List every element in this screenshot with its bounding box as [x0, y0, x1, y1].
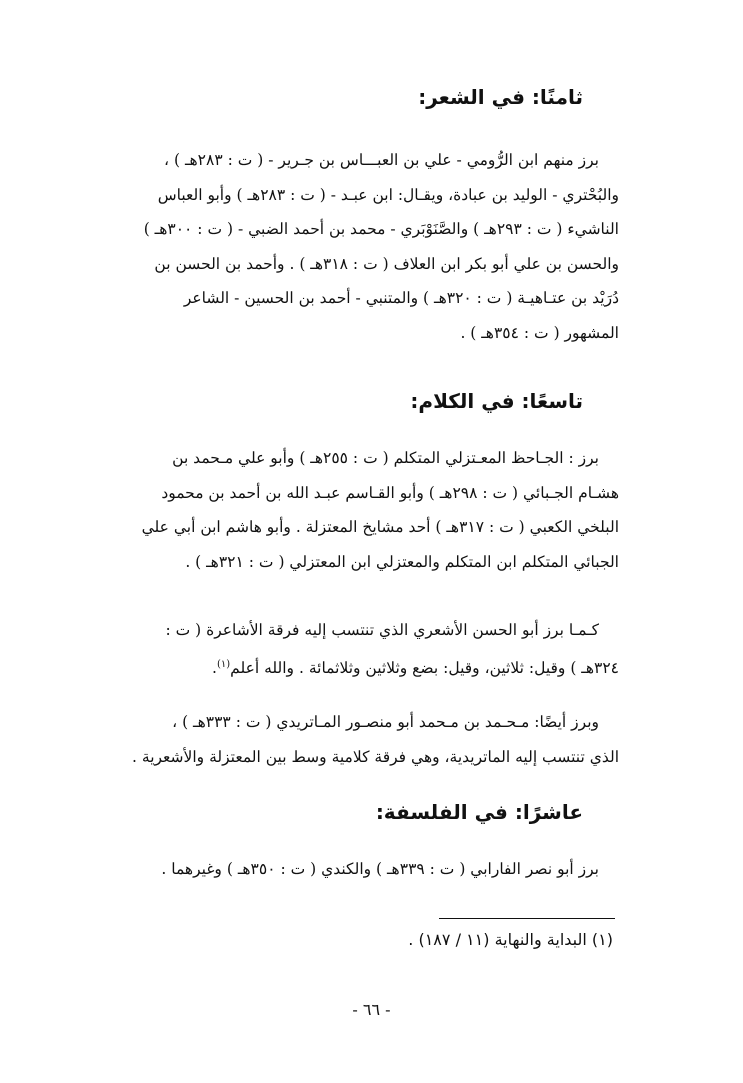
paragraph-theology-2 — [42, 613, 619, 685]
section-heading-poetry: ثامنًا: في الشعر: — [418, 85, 583, 109]
text-line: برز أبو نصر الفارابي ( ت : ٣٣٩هـ ) والكندي ( ت : ٣٥٠هـ ) وغيرهما . — [161, 860, 599, 878]
text-line: البلخي الكعبي ( ت : ٣١٧هـ ) أحد مشايخ المعتزلة . وأبو هاشم ابن أبي علي — [141, 518, 619, 536]
paragraph-theology-3 — [42, 705, 619, 774]
text-line: المشهور ( ت : ٣٥٤هـ ) . — [460, 323, 619, 342]
text-line: كـمـا برز أبو الحسن الأشعري الذي تنتسب إليه فرقة الأشاعرة ( ت : — [165, 621, 599, 639]
paragraph-theology-1 — [42, 441, 619, 579]
text-line: الناشيء ( ت : ٢٩٣هـ ) والصَّنَوْبَري - محمد بن أحمد الضبي - ( ت : ٣٠٠هـ ) — [143, 220, 619, 238]
footnote-marker[interactable]: (١) — [216, 658, 231, 670]
text-line: الذي تنتسب إليه الماتريدية، وهي فرقة كلامية وسط بين المعتزلة والأشعرية . — [132, 747, 619, 766]
page-number: - ٦٦ - — [352, 1000, 391, 1019]
paragraph-poetry — [42, 143, 619, 350]
text-line: والحسن بن علي أبو بكر ابن العلاف ( ت : ٣١٨هـ ) . وأحمد بن الحسن بن — [154, 254, 619, 273]
text-line — [42, 648, 619, 686]
text-line: برز : الجـاحظ المعـتزلي المتكلم ( ت : ٢٥٥هـ ) وأبو علي مـحمد بن — [172, 449, 599, 467]
section-heading-theology: تاسعًا: في الكلام: — [410, 389, 583, 413]
text-line: هشـام الجـبائي ( ت : ٢٩٨هـ ) وأبو القـاسم عبـد الله بن أحمد بن محمود — [161, 483, 619, 502]
section-heading-philosophy: عاشرًا: في الفلسفة: — [375, 800, 583, 824]
trailing-punctuation: . — [212, 658, 217, 677]
text-line: وبرز أيضًا: مـحـمد بن مـحمد أبو منصـور المـاتريدي ( ت : ٣٣٣هـ ) ، — [172, 713, 599, 731]
text-line: دُرَيْد بن عتـاهيـة ( ت : ٣٢٠هـ ) والمتنبي - أحمد بن الحسين - الشاعر — [183, 289, 619, 307]
text-line: والبُحْتري - الوليد بن عبادة، ويقـال: ابن عبـد - ( ت : ٢٨٣هـ ) وأبو العباس — [157, 185, 619, 204]
text-line: الجبائي المتكلم ابن المتكلم والمعتزلي ابن المعتزلي ( ت : ٣٢١هـ ) . — [185, 552, 619, 571]
paragraph-philosophy — [42, 852, 619, 887]
footnote-divider — [439, 918, 615, 919]
text-line-content: ٣٢٤هـ ) وقيل: ثلاثين، وقيل: بضع وثلاثين وثلاثمائة . والله أعلم — [230, 658, 619, 677]
text-line: برز منهم ابن الرُّومي - علي بن العبـــاس بن جـرير - ( ت : ٢٨٣هـ ) ، — [164, 151, 599, 169]
footnote: (١) البداية والنهاية (١١ / ١٨٧) . — [408, 930, 613, 949]
